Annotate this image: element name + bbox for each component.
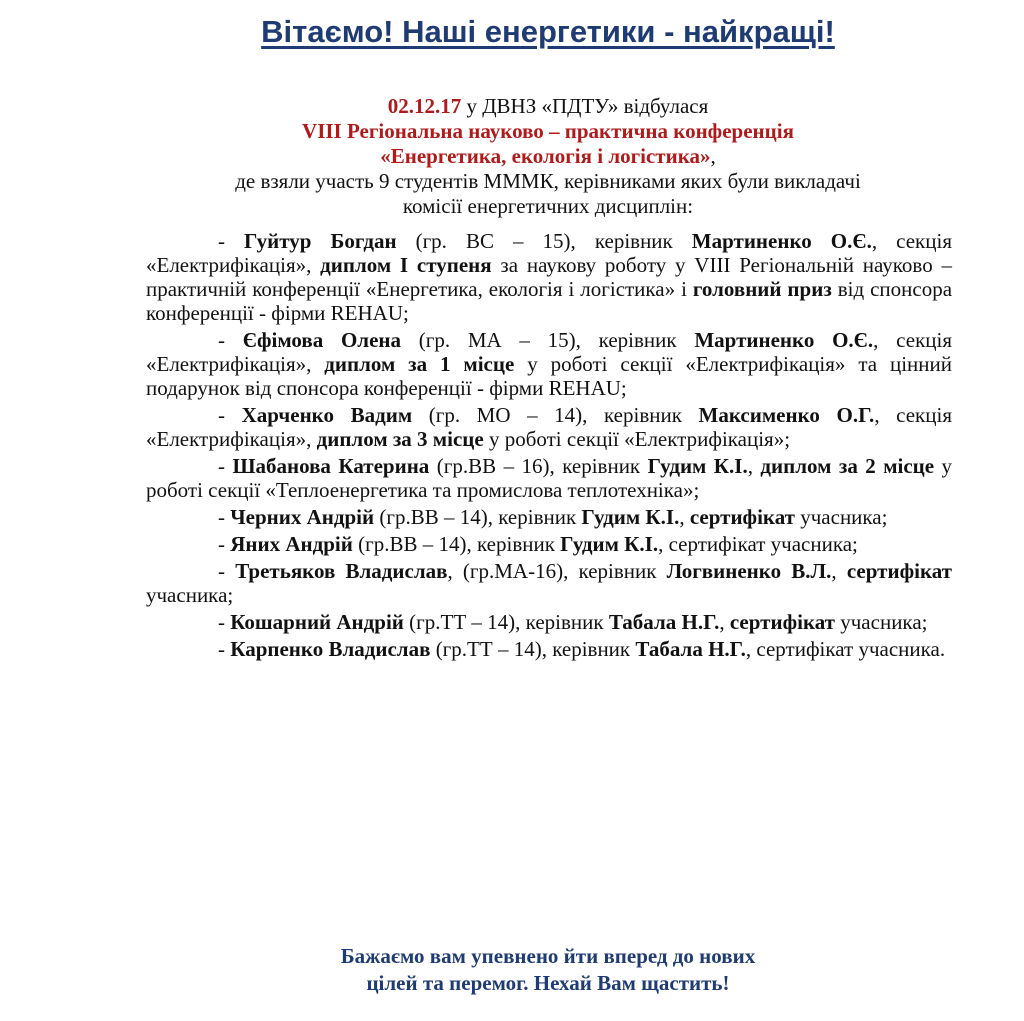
list-item [146,505,952,529]
item-text: - [218,532,231,556]
list-item [146,328,952,400]
supervisor-name: Гудим К.І. [560,532,659,556]
list-item [146,610,952,634]
student-name: Яних Андрій [230,532,353,556]
supervisor-name: Табала Н.Г. [635,637,746,661]
conference-title-line-2: «Енергетика, екологія і логістика» [380,144,711,168]
list-item [146,637,952,661]
intro-line-1 [130,94,966,119]
item-text: - [218,454,233,478]
item-text: , секція «Електрифікація», [146,328,953,376]
supervisor-name: Гудим К.І. [647,454,748,478]
event-date: 02.12.17 [387,94,462,118]
item-text: (гр. ВС – 15), керівник [396,229,692,253]
item-text: - [218,505,231,529]
closing-wishes [0,943,1024,997]
item-text: - [218,610,231,634]
participants-list [146,229,952,664]
item-text: , [831,559,847,583]
award-text: сертифікат [689,505,795,529]
item-text: (гр.ВВ – 14), керівник [352,532,561,556]
item-text: (гр. МА – 15), керівник [401,328,695,352]
list-item [146,559,952,607]
item-text: , [719,610,730,634]
conference-title-line-1: VIII Регіональна науково – практична конференція [302,119,794,143]
supervisor-name: Табала Н.Г. [608,610,720,634]
list-item [146,403,952,451]
student-name: Харченко Вадим [241,403,413,427]
item-text: учасника; [146,583,234,607]
page-title: Вітаємо! Наші енергетики - найкращі! [261,14,835,49]
award-text: диплом за 2 місце [760,454,935,478]
prize-text: головний приз [692,277,832,301]
student-name: Кошарний Андрій [230,610,404,634]
item-text: - [218,229,245,253]
supervisor-name: Максименко О.Г. [698,403,875,427]
item-text: (гр.ВВ – 14), керівник [374,505,582,529]
item-text: учасника; [835,610,928,634]
list-item [146,532,952,556]
supervisor-name: Логвиненко В.Л. [666,559,832,583]
item-text: , сертифікат учасника; [658,532,858,556]
supervisor-name: Мартиненко О.Є. [691,229,872,253]
item-text: у роботі секції «Електрифікація» та цінний подарунок від спонсора конференції - фірми REHAU; [146,352,953,400]
award-text: диплом за 3 місце [316,427,484,451]
award-text: сертифікат [846,559,952,583]
item-text: (гр.ТТ – 14), керівник [403,610,609,634]
student-name: Єфімова Олена [242,328,401,352]
list-item [146,229,952,325]
item-text: , [747,454,761,478]
item-text: - [218,403,242,427]
item-text: (гр. МО – 14), керівник [412,403,699,427]
intro-line-1-text: у ДВНЗ «ПДТУ» відбулася [461,94,709,118]
closing-line-2: цілей та перемог. Нехай Вам щастить! [366,971,730,995]
intro-line-4: де взяли участь 9 студентів МММК, керівниками яких були викладачі [235,169,861,193]
intro-block [130,94,966,219]
item-text: - [218,559,236,583]
item-text: (гр.ТТ – 14), керівник [430,637,636,661]
item-text: у роботі секції «Електрифікація»; [483,427,791,451]
supervisor-name: Мартиненко О.Є. [694,328,874,352]
student-name: Карпенко Владислав [230,637,431,661]
item-text: учасника; [794,505,888,529]
item-text: (гр.ВВ – 16), керівник [429,454,648,478]
closing-line-1: Бажаємо вам упевнено йти вперед до нових [340,944,756,968]
award-text: сертифікат [729,610,835,634]
list-item [146,454,952,502]
student-name: Черних Андрій [230,505,375,529]
item-text: , сертифікат учасника. [745,637,946,661]
item-text: - [218,637,231,661]
award-text: диплом за 1 місце [324,352,515,376]
student-name: Третьяков Владислав [235,559,448,583]
student-name: Гуйтур Богдан [244,229,397,253]
item-text: , секція «Електрифікація», [146,403,952,451]
item-text: , секція «Електрифікація», [146,229,952,277]
student-name: Шабанова Катерина [232,454,430,478]
conference-title-line-2-wrap [130,144,966,169]
item-text: від спонсора конференції - фірми REHAU; [146,277,953,325]
item-text: за наукову роботу у VIII Регіональній науково – практичній конференції «Енергетика, екологія і логістика» і [146,253,952,301]
item-text: , (гр.МА-16), керівник [447,559,667,583]
intro-line-5: комісії енергетичних дисциплін: [402,194,694,218]
conference-title-line-2-tail: , [710,144,716,168]
item-text: - [218,328,243,352]
award-text: диплом І ступеня [320,253,492,277]
item-text: , [679,505,690,529]
supervisor-name: Гудим К.І. [581,505,680,529]
item-text: у роботі секції «Теплоенергетика та промислова теплотехніка»; [146,454,953,502]
